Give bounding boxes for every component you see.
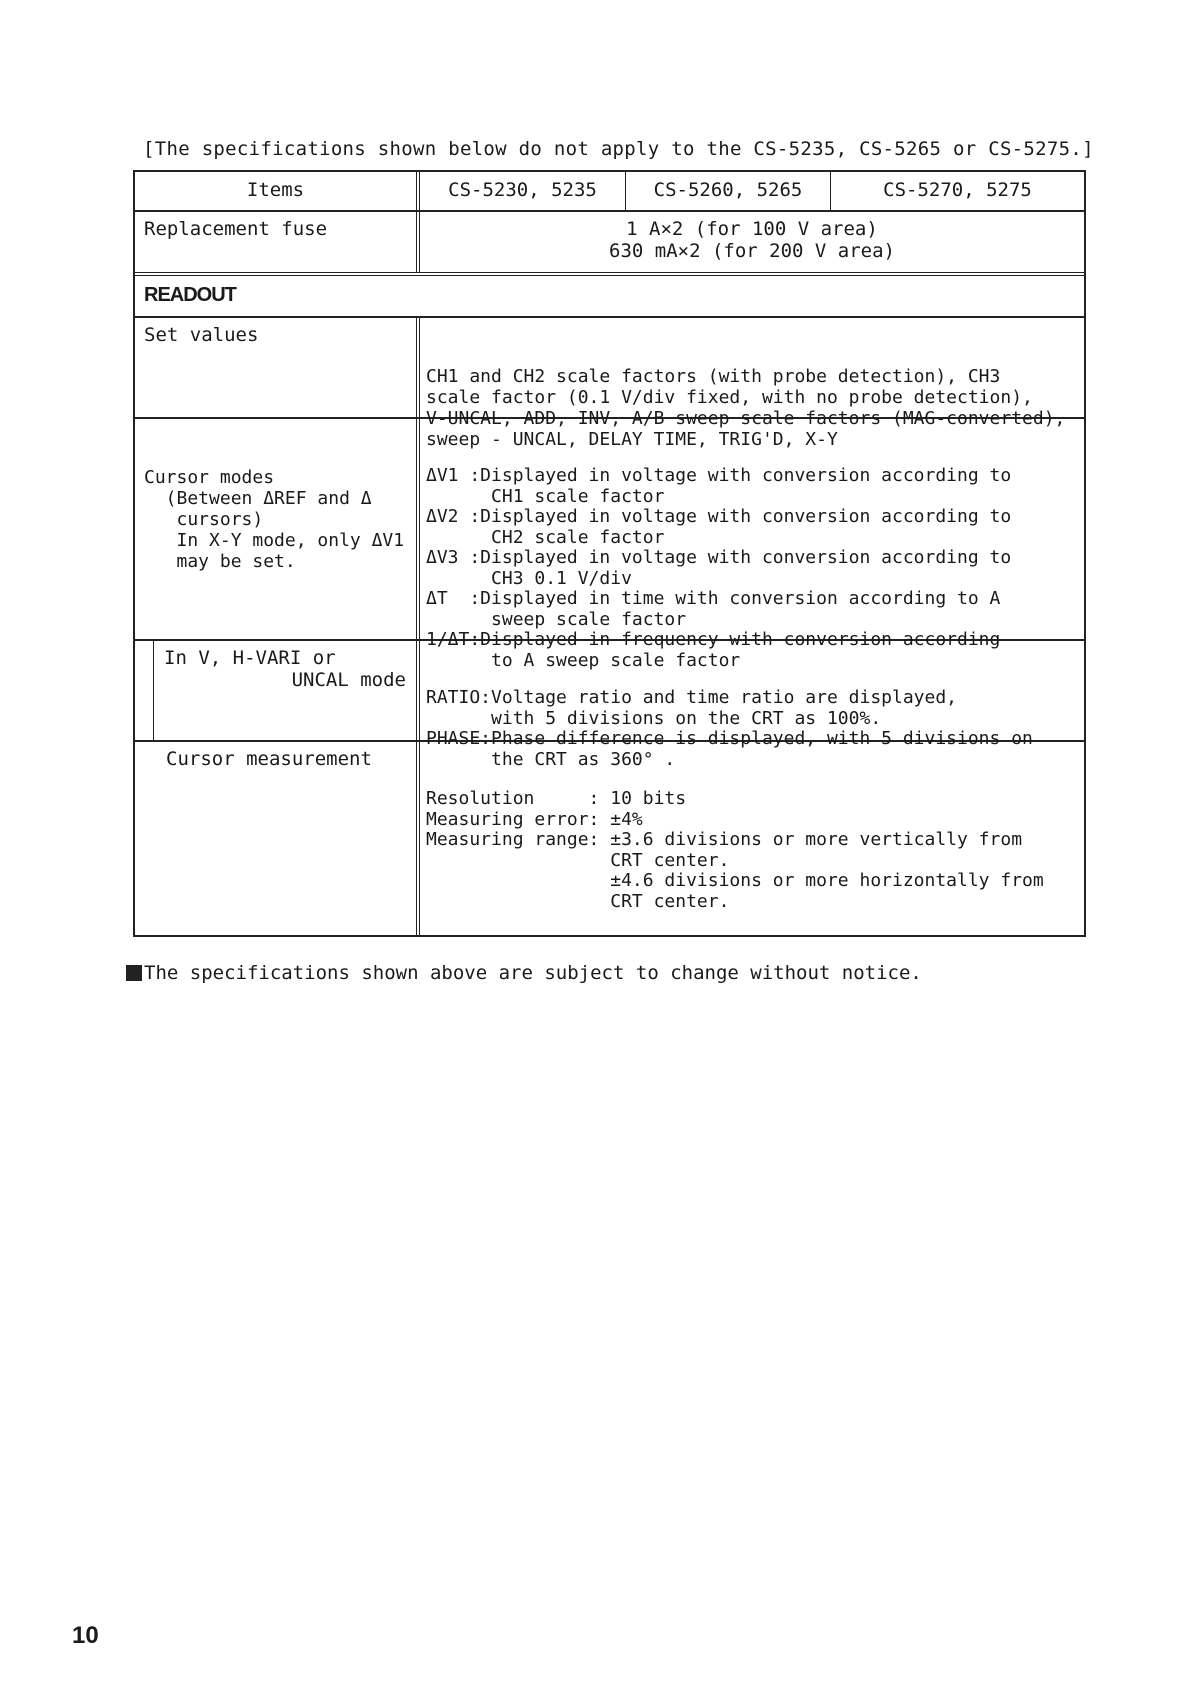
table-row <box>135 212 1084 276</box>
table-header-row <box>135 172 1084 212</box>
row-value-cell <box>420 419 1084 671</box>
cursor-modes-text: ΔV1 :Displayed in voltage with conversion according to CH1 scale factor ΔV2 :Displayed in voltage with conversion according to CH2 scale factor ΔV3 :Displayed in voltage with conversion according to CH3 0.1 V/div ΔT :Displayed in time with conversion according to A sweep scale factor 1/ΔT:Displayed in frequency with conversion according to A sweep scale factor <box>426 465 1012 671</box>
row-value-cell <box>420 212 1084 272</box>
header-model-2-cell <box>626 172 831 210</box>
vari-mode-label-2: UNCAL mode <box>291 669 406 691</box>
replacement-fuse-label: Replacement fuse <box>144 218 328 240</box>
vari-mode-text: RATIO:Voltage ratio and time ratio are displayed, with 5 divisions on the CRT as 100%. PHASE:Phase difference is displayed, with 5 divisions on the CRT as 360° . <box>426 687 1033 770</box>
change-notice-text: The specifications shown above are subject to change without notice. <box>144 962 922 984</box>
table-row <box>135 742 1084 935</box>
row-value-cell <box>420 641 1084 770</box>
header-items: Items <box>246 179 305 201</box>
fuse-rating-100v: 1 A×2 (for 100 V area) <box>626 218 878 240</box>
cursor-modes-label: Cursor modes (Between ΔREF and Δ cursors) In X-Y mode, only ΔV1 may be set. <box>144 467 405 572</box>
square-bullet-icon <box>126 965 142 981</box>
specifications-table <box>133 170 1086 937</box>
vari-mode-label-1: In V, H-VARI or <box>164 647 336 669</box>
table-row <box>135 318 1084 450</box>
cursor-measurement-label: Cursor measurement <box>166 748 372 770</box>
set-values-text: CH1 and CH2 scale factors (with probe detection), CH3 scale factor (0.1 V/div fixed, with no probe detection), V-UNCAL, ADD, INV, A/B sweep scale factors (MAG-converted), sweep - UNCAL, DELAY TIME, TRIG'D, X-Y <box>426 366 1066 450</box>
header-model-3-cell <box>831 172 1084 210</box>
header-model-2: CS-5260, 5265 <box>653 179 803 201</box>
readout-section-title: READOUT <box>144 284 236 306</box>
row-label-cell <box>135 419 420 639</box>
row-label-cell <box>135 212 420 272</box>
header-items-cell <box>135 172 420 210</box>
row-label-cell <box>153 641 420 740</box>
row-value-cell <box>420 742 1084 935</box>
row-label-cell <box>135 742 420 935</box>
set-values-label: Set values <box>144 324 259 346</box>
readout-title-cell <box>135 276 1084 316</box>
header-model-1-cell <box>420 172 626 210</box>
header-model-3: CS-5270, 5275 <box>883 179 1032 201</box>
header-model-1: CS-5230, 5235 <box>448 179 597 201</box>
change-notice <box>126 962 922 984</box>
cursor-measurement-text: Resolution : 10 bits Measuring error: ±4% Measuring range: ±3.6 divisions or more vertically from CRT center. ±4.6 divisions or more horizontally from CRT center. <box>426 788 1044 912</box>
page-number: 10 <box>72 1622 99 1649</box>
row-label-cell <box>135 318 420 417</box>
readout-section-row <box>135 276 1084 318</box>
fuse-rating-200v: 630 mA×2 (for 200 V area) <box>609 240 895 262</box>
row-value-cell <box>420 318 1084 450</box>
applicability-note: [The specifications shown below do not apply to the CS-5235, CS-5265 or CS-5275.] <box>143 138 1094 160</box>
